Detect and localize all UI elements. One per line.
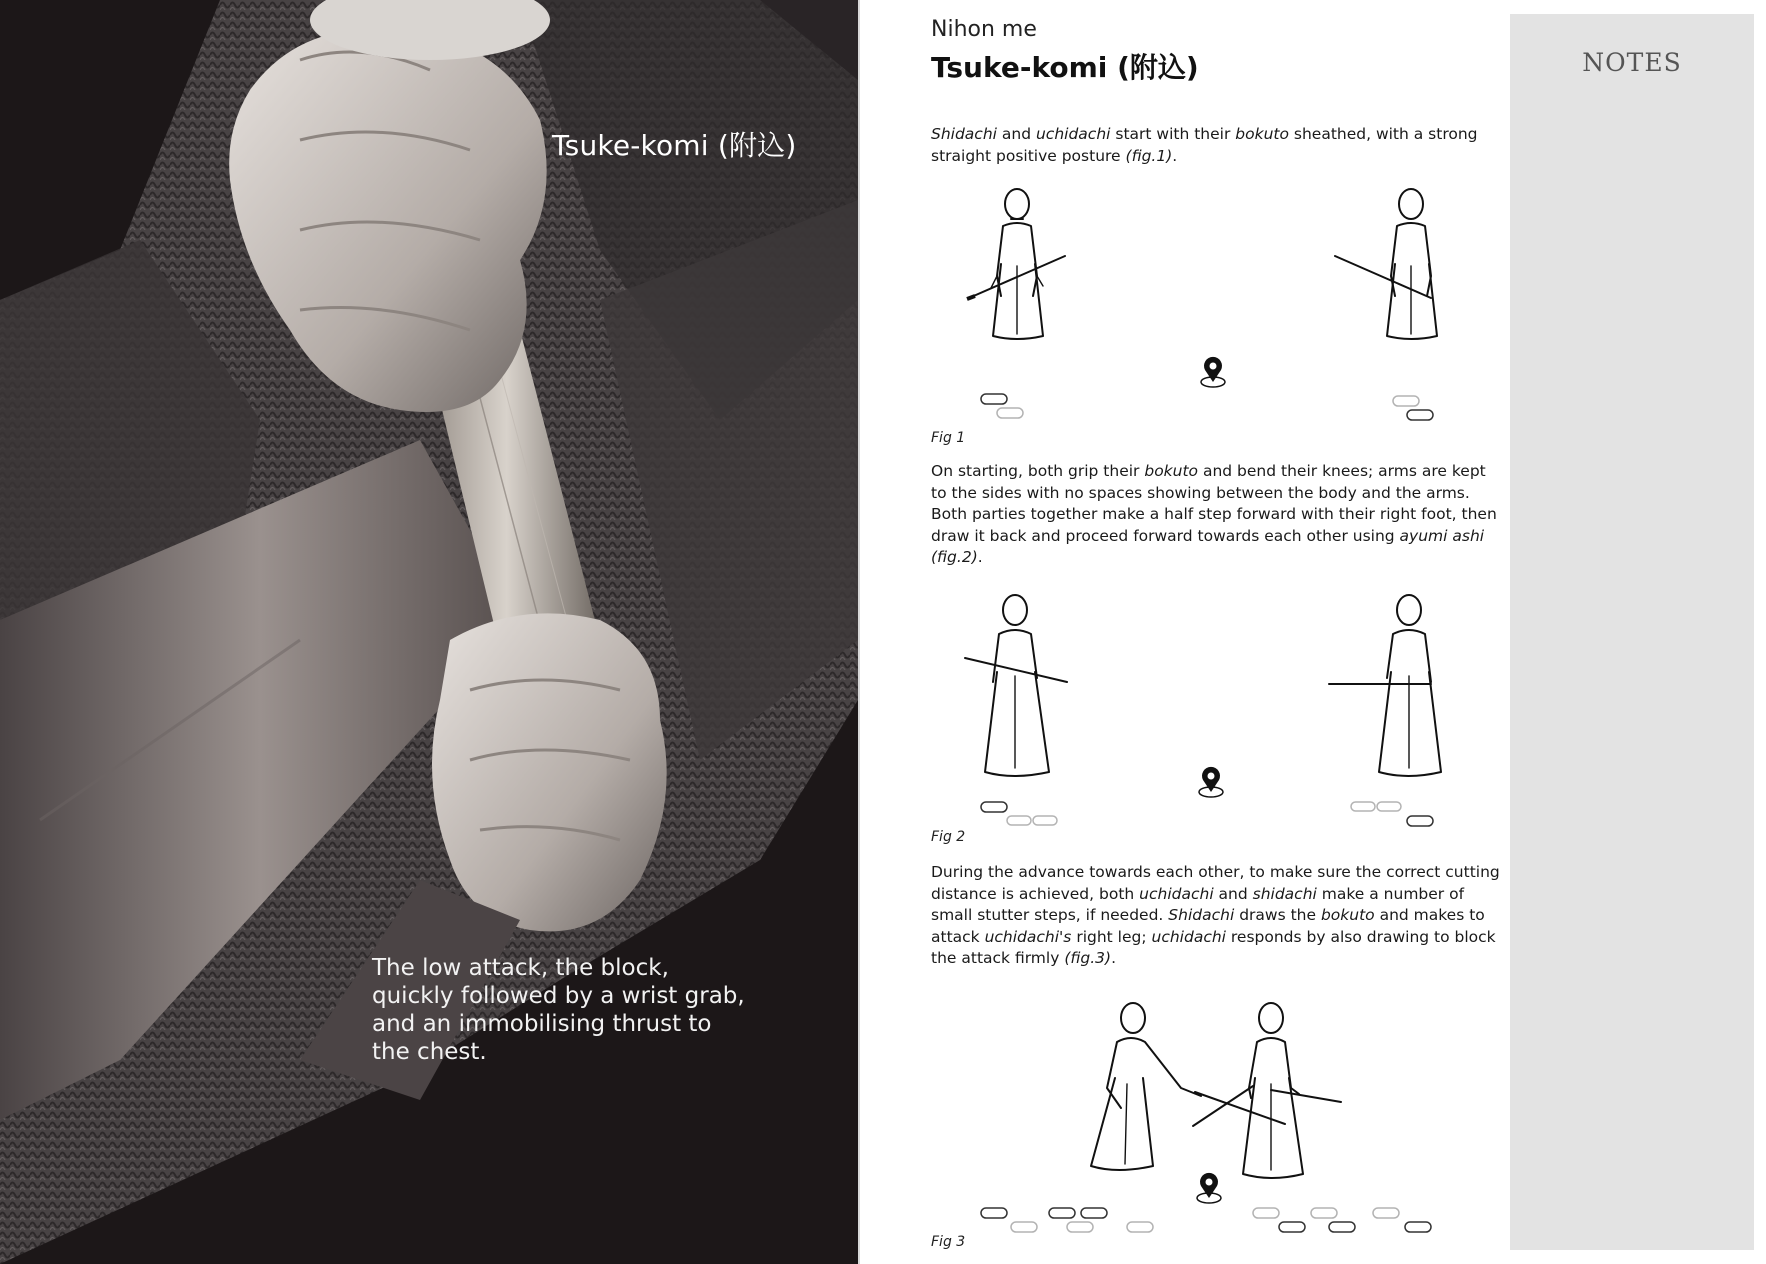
right-swordsman-figure: [1335, 189, 1437, 339]
fig-ref: (fig.2): [931, 548, 978, 566]
left-footprints: [981, 802, 1057, 825]
photo-page: [0, 0, 858, 1264]
figure-1-illustration: [931, 186, 1491, 426]
term-bokuto: bokuto: [1320, 906, 1375, 924]
term-shidachi: Shidachi: [931, 125, 997, 143]
text-span: and: [996, 125, 1036, 143]
position-marker-icon: [1197, 1173, 1221, 1203]
term-uchidachis: uchidachi's: [984, 927, 1072, 946]
text-span: start with their: [1110, 125, 1236, 143]
page-title: Tsuke-komi (附込): [931, 51, 1199, 84]
paragraph-2: [931, 461, 1501, 569]
text-span: .: [1111, 949, 1116, 967]
figure-1-label: Fig 1: [931, 430, 966, 446]
term-uchidachi: uchidachi: [1151, 927, 1226, 946]
paragraph-1: [931, 124, 1501, 167]
position-marker-icon: [1201, 357, 1225, 387]
text-span: draws the: [1234, 906, 1321, 924]
text-span: and: [1213, 884, 1253, 903]
figure-2-illustration: [931, 592, 1491, 832]
text-page: [860, 0, 1766, 1264]
hands-gripping-bokuto-photo: [0, 0, 858, 1264]
paragraph-3: [931, 862, 1501, 970]
term-bokuto: bokuto: [1144, 462, 1199, 480]
term-bokuto: bokuto: [1235, 125, 1289, 143]
text-span: On starting, both grip their: [931, 462, 1145, 480]
notes-title: NOTES: [1582, 48, 1682, 77]
left-footprints: [981, 394, 1023, 418]
notes-panel: [1510, 14, 1754, 1250]
fig-ref: (fig.1): [1125, 146, 1173, 165]
right-footprints: [1351, 802, 1433, 826]
term-uchidachi: uchidachi: [1139, 884, 1214, 903]
text-span: responds by also drawing to block the attack firmly: [931, 927, 1496, 967]
position-marker-icon: [1199, 767, 1223, 797]
right-footprints: [1393, 396, 1433, 420]
text-span: .: [977, 548, 983, 566]
photo-title: Tsuke-komi (附込): [552, 129, 797, 162]
term-shidachi: shidachi: [1252, 884, 1317, 903]
text-span: make a number of small stutter steps, if needed.: [931, 884, 1465, 924]
text-span: right leg;: [1071, 927, 1152, 946]
text-span: During the advance towards each other, to make sure the correct cutting distance is achieved, both: [931, 863, 1500, 903]
photo-caption: The low attack, the block, quickly followed by a wrist grab, and an immobilising thrust to the chest.: [372, 955, 745, 1065]
figure-3-illustration: [931, 998, 1491, 1234]
term-ayumi-ashi: ayumi ashi: [1399, 526, 1485, 545]
text-span: .: [1172, 146, 1178, 165]
left-swordsman-figure: [965, 595, 1067, 776]
right-swordsman-figure: [1329, 595, 1441, 776]
text-span: and makes to attack: [931, 906, 1485, 946]
footprints-trail: [981, 1208, 1431, 1232]
term-uchidachi: uchidachi: [1035, 125, 1111, 143]
term-shidachi: Shidachi: [1168, 906, 1235, 924]
figure-3-label: Fig 3: [931, 1234, 966, 1250]
crossed-bokuto: [1193, 1086, 1341, 1126]
figure-2-label: Fig 2: [931, 829, 966, 845]
left-swordsman-figure: [967, 189, 1065, 339]
text-span: and bend their knees; arms are kept to the sides with no spaces showing between the body and the arms. Both parties together make a half step forward with their right foot, then draw it back and proceed forward towards each other using: [931, 462, 1497, 545]
text-span: sheathed, with a strong straight positive posture: [931, 125, 1478, 165]
attacking-swordsman-figure: [1091, 1003, 1201, 1170]
fig-ref: (fig.3): [1064, 949, 1112, 967]
section-kicker: Nihon me: [931, 17, 1037, 42]
